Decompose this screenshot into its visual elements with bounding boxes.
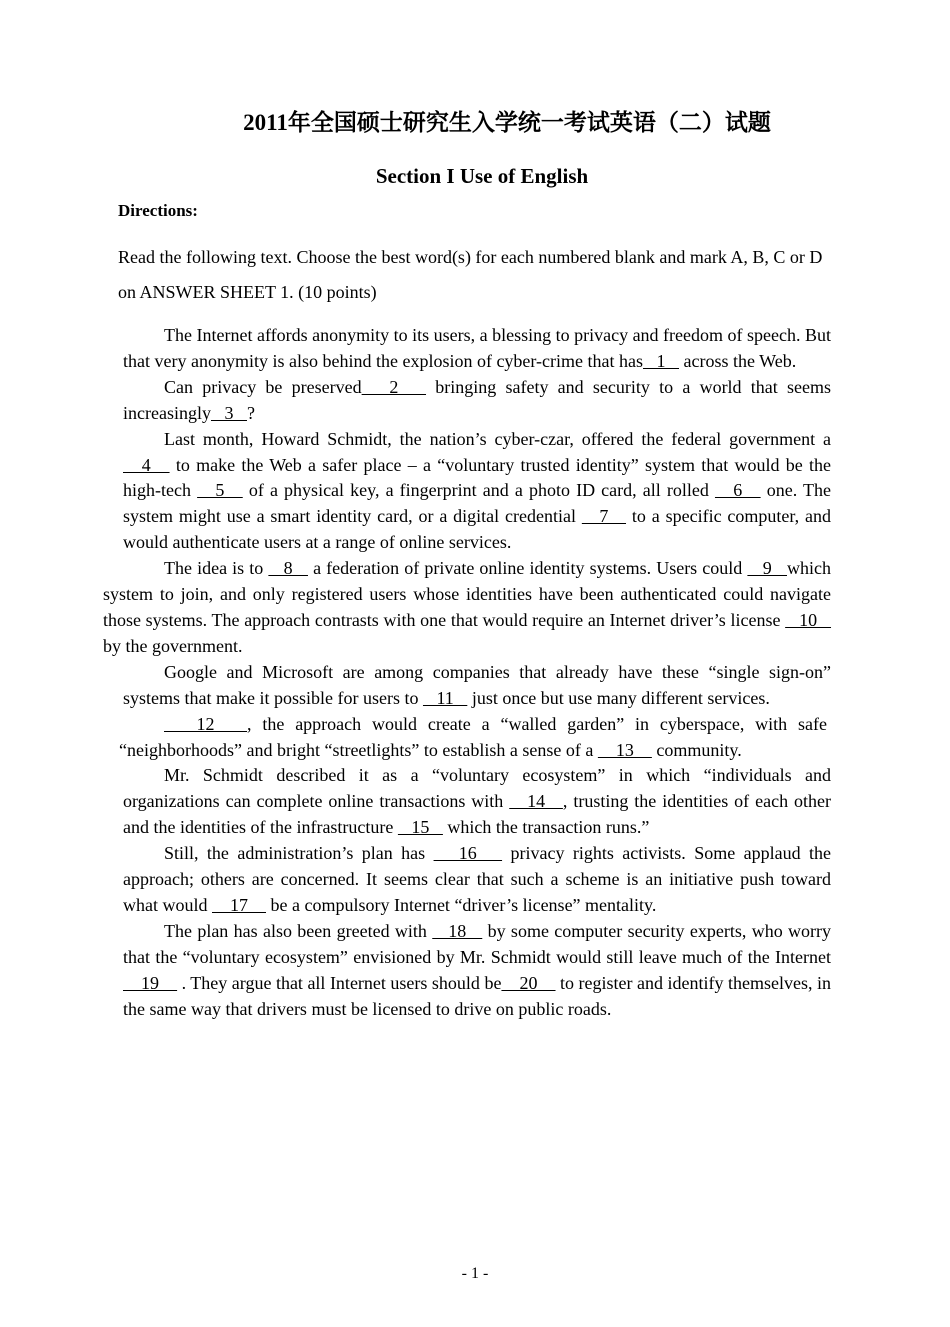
- text-segment: across the Web.: [679, 350, 797, 371]
- passage: [0, 323, 950, 1022]
- text-segment: by some computer security experts, who worry that the “voluntary ecosystem” envisioned by Mr. Schmidt would still leave much of the Internet: [123, 920, 832, 967]
- blank-1: 1: [643, 350, 680, 371]
- text-segment: ?: [246, 402, 255, 423]
- text-segment: Can privacy be preserved: [164, 376, 362, 397]
- paragraph-8: [123, 841, 831, 919]
- text-segment: privacy rights activists. Some applaud the approach; others are concerned. It seems clear that such a scheme is an initiative push toward what would: [123, 843, 831, 915]
- text-segment: , trusting the identities of each other and the identities of the infrastructure: [123, 791, 831, 838]
- blank-17: 17: [212, 894, 266, 915]
- text-segment: Google and Microsoft are among companies that already have these “single sign-on” systems that make it possible for users to: [123, 661, 831, 708]
- paragraph-9: [123, 919, 831, 1023]
- paragraph-6: [119, 712, 827, 764]
- paragraph-4: [103, 556, 831, 660]
- text-segment: a federation of private online identity systems. Users could: [307, 558, 748, 579]
- text-segment: one. The system might use a smart identity card, or a digital credential: [123, 480, 831, 527]
- paragraph-5: [123, 660, 831, 712]
- text-segment: to make the Web a safer place – a “voluntary trusted identity” system that would be the high-tech: [123, 454, 831, 501]
- blank-12: 12: [164, 713, 248, 734]
- text-segment: just once but use many different services.: [467, 687, 770, 708]
- blank-4: 4: [123, 454, 170, 475]
- text-segment: to register and identify themselves, in the same way that drivers must be licensed to drive on public roads.: [123, 972, 832, 1019]
- blank-10: 10: [785, 609, 832, 630]
- blank-7: 7: [581, 506, 627, 527]
- blank-16: 16: [433, 843, 503, 864]
- text-segment: Still, the administration’s plan has: [164, 843, 434, 864]
- text-segment: Last month, Howard Schmidt, the nation’s cyber-czar, offered the federal government a: [164, 428, 831, 449]
- directions-text: Read the following text. Choose the best word(s) for each numbered blank and mark A, B, C or D on ANSWER SHEET 1. (10 points): [118, 247, 823, 302]
- text-segment: The idea is to: [164, 558, 269, 579]
- text-segment: by the government.: [103, 635, 243, 656]
- text-segment: be a compulsory Internet “driver’s license” mentality.: [266, 894, 657, 915]
- paragraph-7: [123, 763, 831, 841]
- text-segment: which system to join, and only registered users whose identities have been authenticated could navigate those systems. The approach contrasts with one that would require an Internet driver’s license: [103, 558, 831, 630]
- blank-5: 5: [197, 480, 243, 501]
- blank-15: 15: [397, 817, 443, 838]
- exam-title: 2011年全国硕士研究生入学统一考试英语（二）试题: [243, 110, 771, 135]
- blank-3: 3: [210, 402, 247, 423]
- text-segment: The plan has also been greeted with: [164, 920, 433, 941]
- blank-2: 2: [361, 376, 427, 397]
- text-segment: . They argue that all Internet users should be: [177, 972, 502, 993]
- blank-18: 18: [432, 920, 483, 941]
- section-heading: Section I Use of English: [375, 164, 589, 188]
- blank-9: 9: [747, 558, 787, 579]
- text-segment: The Internet affords anonymity to its users, a blessing to privacy and freedom of speech. But that very anonymity is also behind the explosion of cyber-crime that has: [123, 325, 831, 371]
- paragraph-1: [123, 323, 831, 375]
- blank-20: 20: [501, 972, 556, 993]
- text-segment: of a physical key, a fingerprint and a photo ID card, all rolled: [242, 480, 715, 501]
- text-segment: to a specific computer, and would authenticate users at a range of online services.: [123, 506, 832, 553]
- blank-6: 6: [714, 480, 761, 501]
- text-segment: community.: [651, 739, 742, 760]
- blank-14: 14: [509, 791, 563, 812]
- blank-8: 8: [268, 558, 308, 579]
- paragraph-2: [123, 375, 831, 427]
- page-number: - 1 -: [461, 1265, 489, 1282]
- text-segment: which the transaction runs.”: [442, 817, 650, 838]
- text-segment: Mr. Schmidt described it as a “voluntary ecosystem” in which “individuals and organizations can complete online transactions with: [123, 765, 831, 812]
- text-segment: bringing safety and security to a world that seems increasingly: [123, 376, 832, 423]
- directions-label: Directions:: [118, 201, 198, 220]
- paragraph-3: [123, 427, 831, 557]
- text-segment: , the approach would create a “walled garden” in cyberspace, with safe “neighborhoods” and bright “streetlights” to establish a sense of a: [119, 713, 828, 760]
- blank-19: 19: [123, 972, 178, 993]
- blank-13: 13: [597, 739, 652, 760]
- blank-11: 11: [422, 687, 468, 708]
